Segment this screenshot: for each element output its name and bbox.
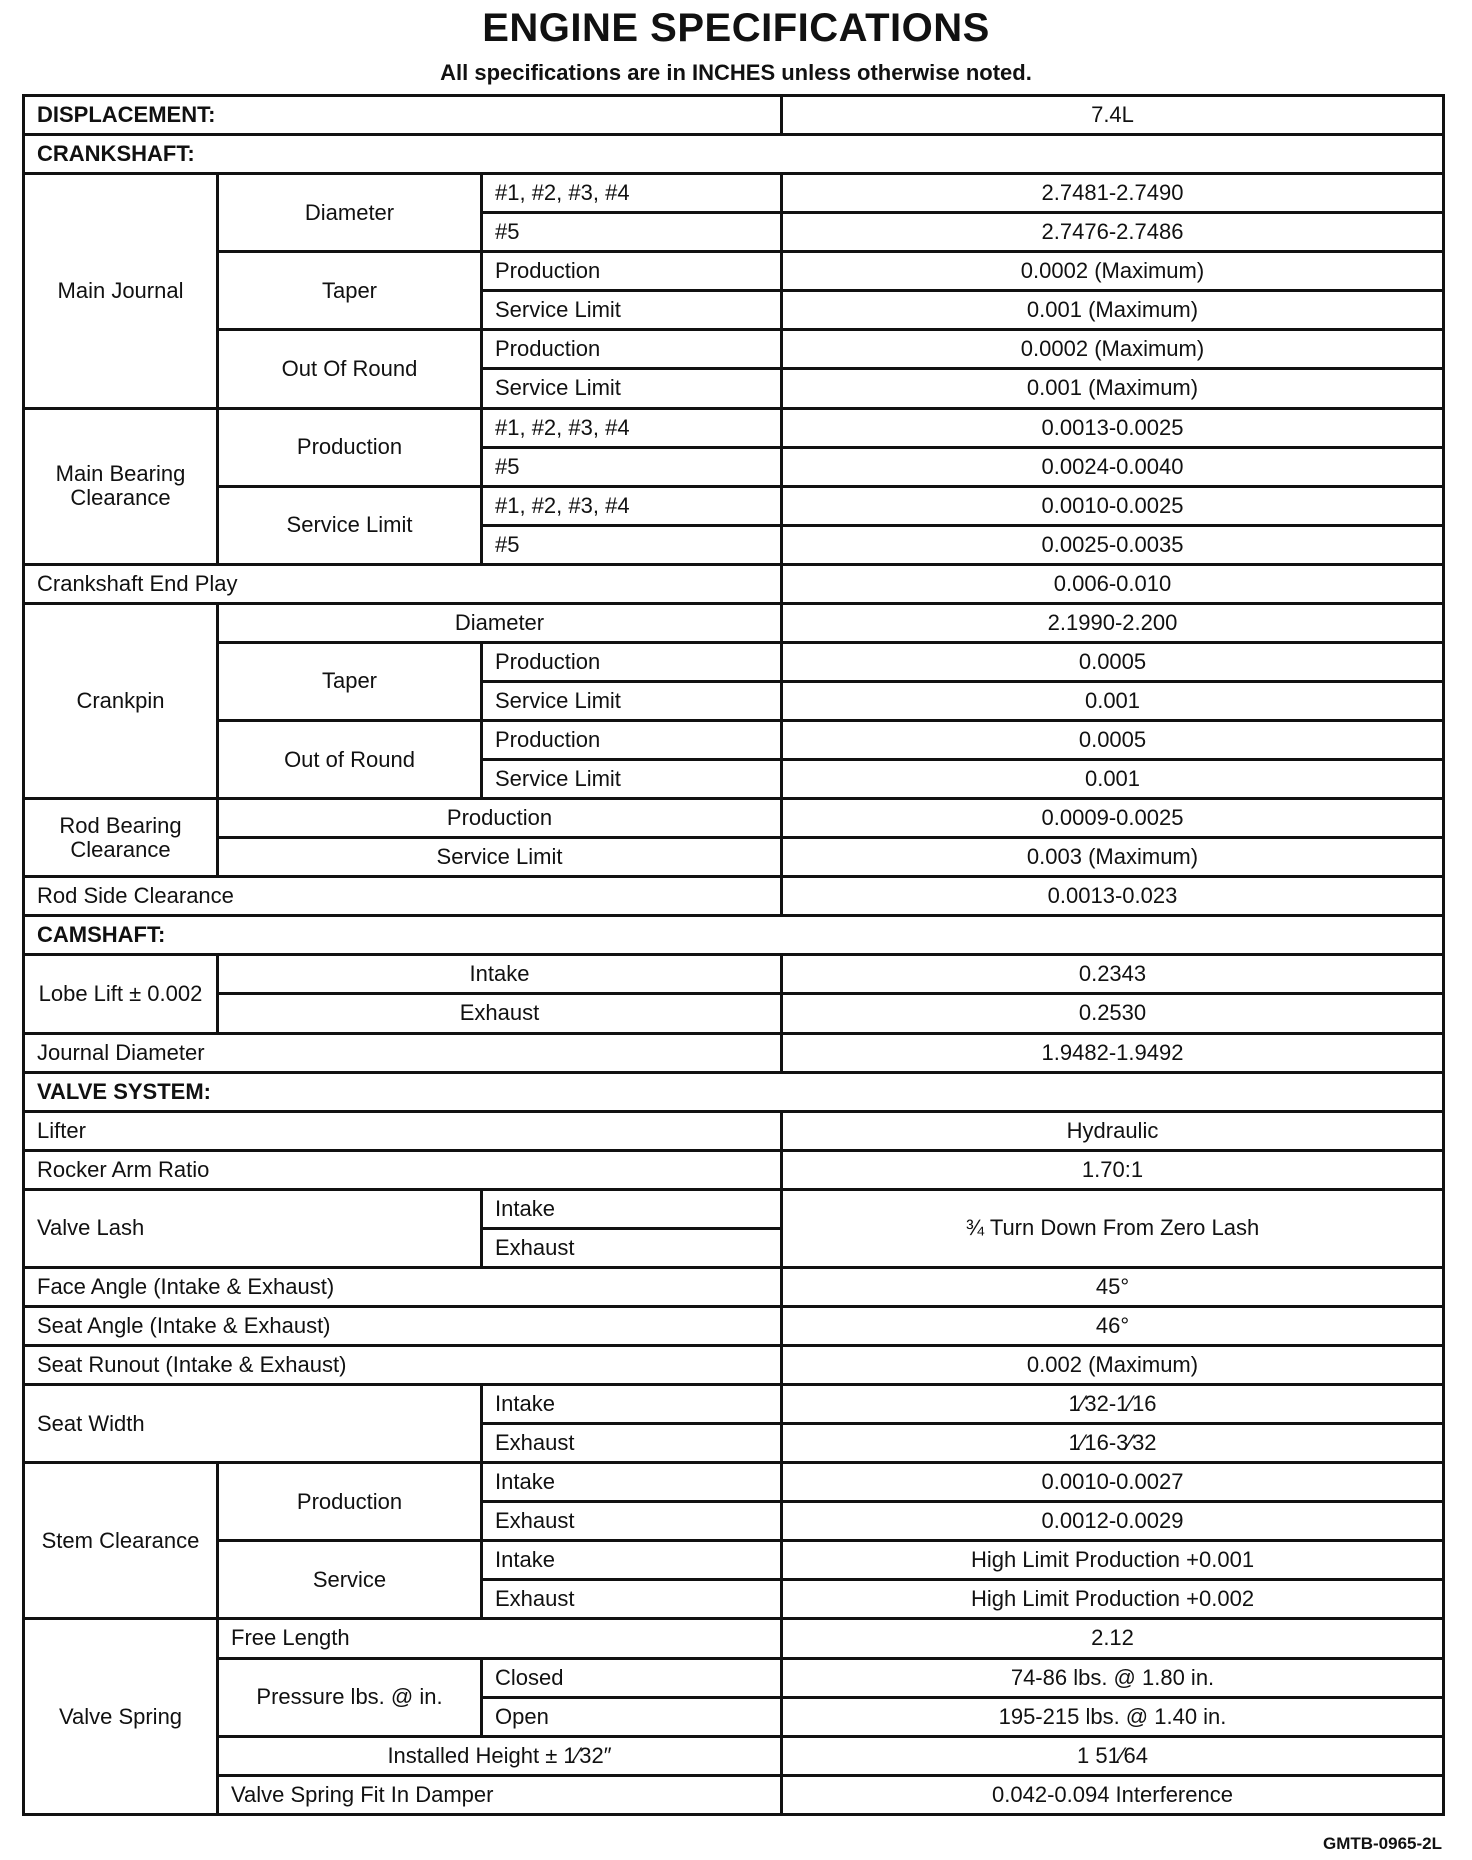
- sub-label: Open: [482, 1697, 782, 1736]
- table-row: [24, 1541, 1444, 1580]
- main-journal-out-of-round-label: Out Of Round: [218, 330, 482, 408]
- sub-label: Production: [482, 721, 782, 760]
- spec-value: 0.0025-0.0035: [782, 525, 1444, 564]
- page-title: ENGINE SPECIFICATIONS: [482, 6, 990, 50]
- sub-label: Intake: [482, 1385, 782, 1424]
- spec-value: 0.0009-0.0025: [782, 799, 1444, 838]
- table-row: [24, 1775, 1444, 1814]
- displacement-value: 7.4L: [782, 96, 1444, 135]
- rod-bearing-label: Rod Bearing Clearance: [24, 799, 218, 877]
- spec-value: 0.001 (Maximum): [782, 369, 1444, 408]
- table-row: [24, 1267, 1444, 1306]
- crankshaft-header: CRANKSHAFT:: [24, 135, 1444, 174]
- table-row: [24, 408, 1444, 447]
- table-row: [24, 1111, 1444, 1150]
- spec-value: 1⁄16-3⁄32: [782, 1424, 1444, 1463]
- sub-label: #5: [482, 213, 782, 252]
- sub-label: Intake: [218, 955, 782, 994]
- spec-value: High Limit Production +0.002: [782, 1580, 1444, 1619]
- stem-production-label: Production: [218, 1463, 482, 1541]
- crankpin-taper-label: Taper: [218, 642, 482, 720]
- sub-label: Service Limit: [482, 760, 782, 799]
- spec-value: 0.003 (Maximum): [782, 838, 1444, 877]
- table-row: [24, 1033, 1444, 1072]
- sub-label: Exhaust: [482, 1580, 782, 1619]
- sub-label: Service Limit: [482, 681, 782, 720]
- spec-value: 0.0005: [782, 721, 1444, 760]
- table-row: [24, 252, 1444, 291]
- table-row: [24, 877, 1444, 916]
- section-header-row: [24, 916, 1444, 955]
- end-play-label: Crankshaft End Play: [24, 564, 782, 603]
- spec-value: 0.0012-0.0029: [782, 1502, 1444, 1541]
- free-length-label: Free Length: [218, 1619, 782, 1658]
- camshaft-header: CAMSHAFT:: [24, 916, 1444, 955]
- valve-system-header: VALVE SYSTEM:: [24, 1072, 1444, 1111]
- table-row: [24, 955, 1444, 994]
- engine-spec-table: [22, 94, 1445, 1816]
- table-row: [24, 96, 1444, 135]
- table-row: [24, 603, 1444, 642]
- sub-label: #1, #2, #3, #4: [482, 408, 782, 447]
- spec-value: 46°: [782, 1306, 1444, 1345]
- table-row: [24, 799, 1444, 838]
- sub-label: Production: [482, 252, 782, 291]
- spec-value: 0.0010-0.0025: [782, 486, 1444, 525]
- spec-value: ¾ Turn Down From Zero Lash: [782, 1189, 1444, 1267]
- section-header-row: [24, 1072, 1444, 1111]
- sub-label: Intake: [482, 1463, 782, 1502]
- spec-value: 0.001: [782, 760, 1444, 799]
- spec-value: 45°: [782, 1267, 1444, 1306]
- spec-value: 74-86 lbs. @ 1.80 in.: [782, 1658, 1444, 1697]
- sub-label: Service Limit: [482, 291, 782, 330]
- spec-value: 0.0002 (Maximum): [782, 330, 1444, 369]
- spec-value: 0.0013-0.0025: [782, 408, 1444, 447]
- spec-value: 2.7481-2.7490: [782, 174, 1444, 213]
- stem-service-label: Service: [218, 1541, 482, 1619]
- pressure-label: Pressure lbs. @ in.: [218, 1658, 482, 1736]
- spec-value: 0.001 (Maximum): [782, 291, 1444, 330]
- table-row: [24, 1306, 1444, 1345]
- spec-value: 0.0002 (Maximum): [782, 252, 1444, 291]
- table-row: [24, 1385, 1444, 1424]
- page-subtitle: All specifications are in INCHES unless otherwise noted.: [440, 60, 1032, 85]
- spec-value: 0.2343: [782, 955, 1444, 994]
- seat-width-label: Seat Width: [24, 1385, 482, 1463]
- table-row: [24, 1150, 1444, 1189]
- spec-value: 0.2530: [782, 994, 1444, 1033]
- installed-height-label: Installed Height ± 1⁄32″: [218, 1736, 782, 1775]
- spec-value: High Limit Production +0.001: [782, 1541, 1444, 1580]
- sub-label: Production: [482, 330, 782, 369]
- spec-value: 0.002 (Maximum): [782, 1346, 1444, 1385]
- table-row: [24, 642, 1444, 681]
- lifter-label: Lifter: [24, 1111, 782, 1150]
- crankpin-out-of-round-label: Out of Round: [218, 721, 482, 799]
- valve-lash-label: Valve Lash: [24, 1189, 482, 1267]
- spec-value: 2.12: [782, 1619, 1444, 1658]
- spec-value: 0.0010-0.0027: [782, 1463, 1444, 1502]
- sub-label: Exhaust: [482, 1228, 782, 1267]
- crankpin-diameter-label: Diameter: [218, 603, 782, 642]
- table-row: [24, 564, 1444, 603]
- table-row: [24, 838, 1444, 877]
- sub-label: Production: [482, 642, 782, 681]
- sub-label: #5: [482, 525, 782, 564]
- spec-value: 1.70:1: [782, 1150, 1444, 1189]
- stem-clearance-label: Stem Clearance: [24, 1463, 218, 1619]
- main-bearing-label: Main Bearing Clearance: [24, 408, 218, 564]
- crankpin-label: Crankpin: [24, 603, 218, 798]
- sub-label: Exhaust: [218, 994, 782, 1033]
- spec-value: 1.9482-1.9492: [782, 1033, 1444, 1072]
- main-journal-taper-label: Taper: [218, 252, 482, 330]
- table-row: [24, 1658, 1444, 1697]
- spec-value: Hydraulic: [782, 1111, 1444, 1150]
- seat-angle-label: Seat Angle (Intake & Exhaust): [24, 1306, 782, 1345]
- journal-diameter-label: Journal Diameter: [24, 1033, 782, 1072]
- spec-value: 0.042-0.094 Interference: [782, 1775, 1444, 1814]
- lobe-lift-label: Lobe Lift ± 0.002: [24, 955, 218, 1033]
- sub-label: #5: [482, 447, 782, 486]
- rocker-ratio-label: Rocker Arm Ratio: [24, 1150, 782, 1189]
- sub-label: Exhaust: [482, 1502, 782, 1541]
- displacement-label: DISPLACEMENT:: [24, 96, 782, 135]
- fit-in-damper-label: Valve Spring Fit In Damper: [218, 1775, 782, 1814]
- sub-label: Production: [218, 799, 782, 838]
- table-row: [24, 486, 1444, 525]
- sub-label: Service Limit: [482, 369, 782, 408]
- spec-value: 0.006-0.010: [782, 564, 1444, 603]
- spec-value: 2.1990-2.200: [782, 603, 1444, 642]
- spec-value: 195-215 lbs. @ 1.40 in.: [782, 1697, 1444, 1736]
- sub-label: Intake: [482, 1541, 782, 1580]
- spec-value: 1 51⁄64: [782, 1736, 1444, 1775]
- rod-side-label: Rod Side Clearance: [24, 877, 782, 916]
- table-row: [24, 721, 1444, 760]
- spec-value: 0.0013-0.023: [782, 877, 1444, 916]
- table-row: [24, 1189, 1444, 1228]
- figure-code: GMTB-0965-2L: [1322, 1834, 1442, 1853]
- spec-value: 0.0005: [782, 642, 1444, 681]
- spec-value: 2.7476-2.7486: [782, 213, 1444, 252]
- main-bearing-production-label: Production: [218, 408, 482, 486]
- sub-label: #1, #2, #3, #4: [482, 174, 782, 213]
- main-journal-diameter-label: Diameter: [218, 174, 482, 252]
- spec-value: 0.001: [782, 681, 1444, 720]
- main-bearing-service-label: Service Limit: [218, 486, 482, 564]
- table-row: [24, 1463, 1444, 1502]
- sub-label: #1, #2, #3, #4: [482, 486, 782, 525]
- table-row: [24, 330, 1444, 369]
- sub-label: Service Limit: [218, 838, 782, 877]
- sub-label: Exhaust: [482, 1424, 782, 1463]
- seat-runout-label: Seat Runout (Intake & Exhaust): [24, 1346, 782, 1385]
- spec-value: 0.0024-0.0040: [782, 447, 1444, 486]
- spec-value: 1⁄32-1⁄16: [782, 1385, 1444, 1424]
- table-row-tall: [24, 1736, 1444, 1775]
- table-row: [24, 1346, 1444, 1385]
- sub-label: Intake: [482, 1189, 782, 1228]
- sub-label: Closed: [482, 1658, 782, 1697]
- valve-spring-label: Valve Spring: [24, 1619, 218, 1815]
- main-journal-label: Main Journal: [24, 174, 218, 408]
- table-row: [24, 994, 1444, 1033]
- table-row: [24, 1619, 1444, 1658]
- face-angle-label: Face Angle (Intake & Exhaust): [24, 1267, 782, 1306]
- section-header-row: [24, 135, 1444, 174]
- table-row: [24, 174, 1444, 213]
